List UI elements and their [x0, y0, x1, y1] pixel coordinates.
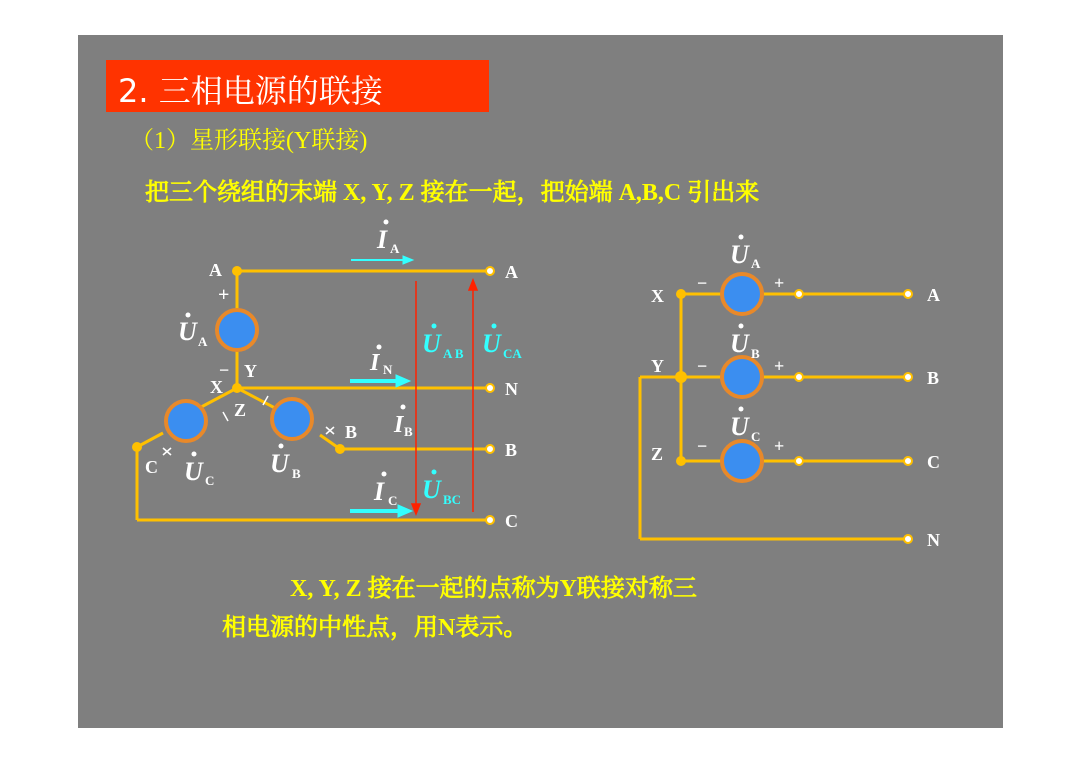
svg-text:A: A [198, 334, 208, 349]
label-ubc [422, 470, 461, 508]
section-subtitle: （1）星形联接(Y联接) [130, 128, 368, 154]
svg-text:U: U [178, 317, 197, 346]
source-ub-right [722, 357, 762, 397]
source-uc-right [722, 441, 762, 481]
svg-text:U: U [184, 457, 203, 486]
caption-line-2: 相电源的中性点，用N表示。 [222, 615, 528, 641]
svg-text:N: N [383, 362, 393, 377]
svg-text:A: A [751, 256, 761, 271]
right-c-label: C [927, 452, 940, 472]
source-ub-left [272, 399, 312, 439]
node-y-label: Y [244, 361, 257, 381]
label-uab [422, 324, 464, 362]
svg-text:A B: A B [443, 346, 464, 361]
source-ua-left [217, 310, 257, 350]
svg-text:U: U [730, 240, 749, 269]
source-ua-right [722, 274, 762, 314]
svg-text:−: − [697, 356, 708, 376]
right-n-label: N [927, 530, 940, 550]
source-uc-left [166, 401, 206, 441]
svg-text:U: U [270, 449, 289, 478]
svg-text:I: I [377, 225, 388, 254]
svg-text:C: C [388, 493, 398, 508]
terminal-n-label: N [505, 379, 518, 399]
svg-text:+: + [774, 356, 785, 376]
plus-sign: + [218, 284, 230, 306]
svg-text:−: − [697, 436, 708, 456]
svg-text:I: I [394, 412, 404, 438]
terminal-c-label: C [505, 511, 518, 531]
intro-text: 把三个绕组的末端 X, Y, Z 接在一起，把始端 A,B,C 引出来 [145, 180, 760, 206]
node-z-label: Z [234, 400, 247, 420]
svg-text:I: I [370, 350, 380, 376]
svg-text:B: B [751, 346, 760, 361]
label-uc-right [730, 407, 760, 445]
right-z-label: Z [651, 444, 664, 464]
svg-text:B: B [404, 424, 413, 439]
svg-text:U: U [730, 329, 749, 358]
right-b-label: B [927, 368, 940, 388]
svg-text:A: A [390, 241, 400, 256]
left-terminals [486, 267, 494, 524]
svg-text:C: C [751, 429, 761, 444]
svg-text:U: U [422, 329, 441, 358]
label-ub-left [270, 444, 301, 482]
right-x-label: X [651, 286, 664, 306]
node-c-label: C [145, 457, 158, 477]
svg-text:BC: BC [443, 492, 462, 507]
svg-text:C: C [205, 473, 215, 488]
caption-line-1: X, Y, Z 接在一起的点称为Y联接对称三 [290, 576, 697, 602]
label-ia [376, 220, 400, 257]
svg-text:B: B [292, 466, 301, 481]
label-ib [393, 405, 413, 440]
svg-text:U: U [482, 329, 501, 358]
label-ub-right [730, 324, 760, 362]
slide-title: 2. 三相电源的联接 [118, 72, 383, 110]
svg-text:U: U [730, 412, 749, 441]
svg-text:I: I [374, 477, 385, 506]
svg-text:+: + [774, 273, 785, 293]
svg-text:−: − [697, 273, 708, 293]
node-b-label: B [345, 422, 358, 442]
label-ic [373, 472, 397, 509]
minus-sign: − [219, 360, 230, 380]
right-y-label: Y [651, 356, 664, 376]
svg-text:U: U [422, 475, 441, 504]
label-ua-right [730, 235, 761, 272]
label-in [369, 345, 393, 378]
node-a-label: A [209, 260, 222, 280]
right-terminals [795, 290, 912, 543]
right-a-label: A [927, 285, 940, 305]
terminal-b-label: B [505, 440, 518, 460]
svg-text:CA: CA [503, 346, 522, 361]
label-ua-left [178, 313, 208, 350]
svg-text:+: + [774, 436, 785, 456]
terminal-a-label: A [505, 262, 518, 282]
label-uca [482, 324, 522, 362]
label-uc-left [184, 452, 214, 489]
node-x-label: X [210, 377, 223, 397]
right-wiring [640, 294, 908, 539]
